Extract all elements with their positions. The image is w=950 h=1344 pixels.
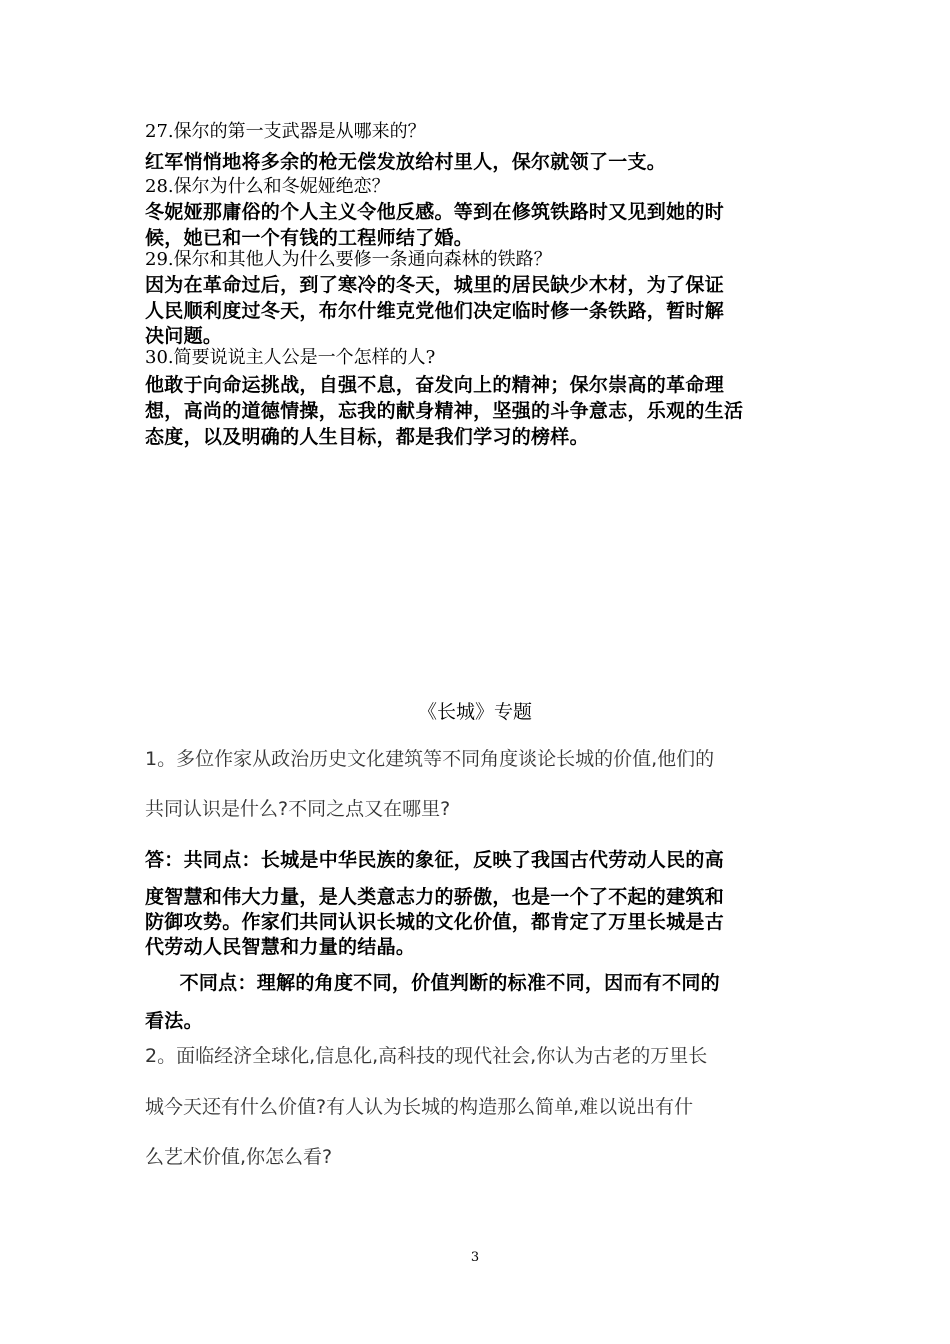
answer-28-line-1: 冬妮娅那庸俗的个人主义令他反感。等到在修筑铁路时又见到她的时 (145, 201, 725, 223)
gw-question-1-line-2: 共同认识是什么?不同之点又在哪里? (145, 798, 451, 820)
gw-answer-1-line-4: 代劳动人民智慧和力量的结晶。 (145, 936, 416, 958)
answer-29-line-2: 人民顺利度过冬天，布尔什维克党他们决定临时修一条铁路，暂时解 (145, 300, 725, 322)
gw-question-1-line-1: 1。多位作家从政治历史文化建筑等不同角度谈论长城的价值,他们的 (145, 748, 715, 770)
question-27: 27.保尔的第一支武器是从哪来的？ (145, 121, 426, 142)
answer-30-line-3: 态度，以及明确的人生目标，都是我们学习的榜样。 (145, 426, 589, 448)
gw-answer-1-line-1: 答：共同点：长城是中华民族的象征，反映了我国古代劳动人民的高 (145, 849, 725, 871)
gw-question-2-line-3: 么艺术价值,你怎么看? (145, 1146, 333, 1168)
page-number: 3 (470, 1250, 480, 1265)
gw-answer-1b-line-1: 不同点：理解的角度不同，价值判断的标准不同，因而有不同的 (145, 972, 720, 994)
gw-question-2-line-1: 2。面临经济全球化,信息化,高科技的现代社会,你认为古老的万里长 (145, 1045, 708, 1067)
section-title: 《长城》专题 (417, 701, 532, 723)
answer-27-line-1: 红军悄悄地将多余的枪无偿发放给村里人，保尔就领了一支。 (145, 151, 667, 173)
answer-28-line-2: 候，她已和一个有钱的工程师结了婚。 (145, 227, 474, 249)
answer-30-line-1: 他敢于向命运挑战，自强不息，奋发向上的精神；保尔崇高的革命理 (145, 374, 725, 396)
question-28: 28.保尔为什么和冬妮娅绝恋？ (145, 176, 390, 197)
gw-answer-1-line-2: 度智慧和伟大力量，是人类意志力的骄傲，也是一个了不起的建筑和 (145, 886, 725, 908)
answer-29-line-3: 决问题。 (145, 325, 223, 347)
answer-29-line-1: 因为在革命过后，到了寒冷的冬天，城里的居民缺少木材，为了保证 (145, 274, 725, 296)
gw-answer-1-line-3: 防御攻势。作家们共同认识长城的文化价值，都肯定了万里长城是古 (145, 911, 725, 933)
question-30: 30.简要说说主人公是一个怎样的人? (145, 347, 436, 368)
answer-30-line-2: 想，高尚的道德情操，忘我的献身精神，坚强的斗争意志，乐观的生活 (145, 400, 744, 422)
question-29: 29.保尔和其他人为什么要修一条通向森林的铁路？ (145, 249, 552, 270)
gw-answer-1b-line-2: 看法。 (145, 1010, 203, 1032)
gw-question-2-line-2: 城今天还有什么价值?有人认为长城的构造那么简单,难以说出有什 (145, 1096, 694, 1118)
